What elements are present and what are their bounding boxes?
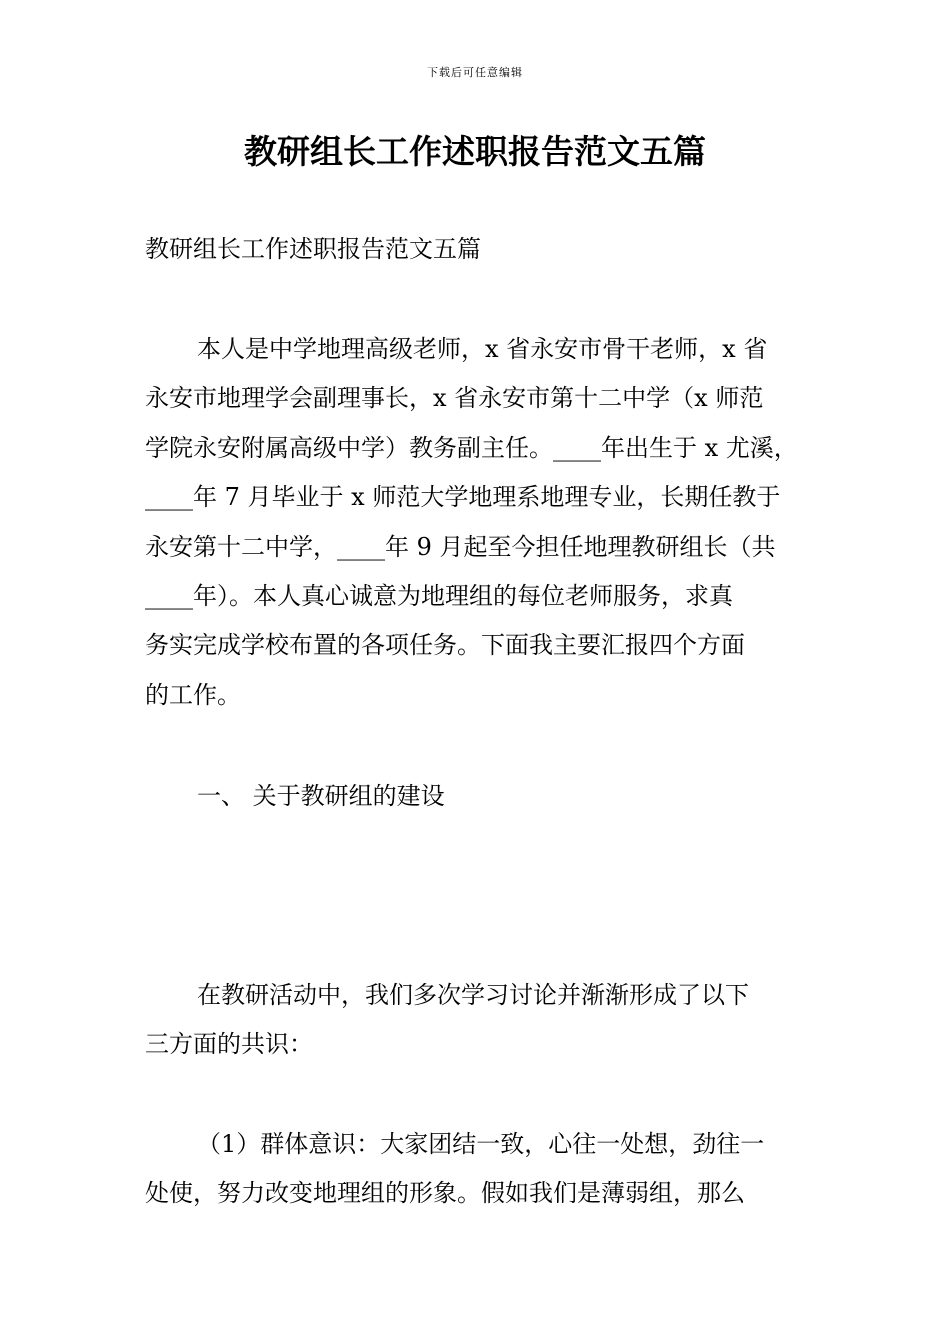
document-subtitle <box>145 225 815 274</box>
intro-line: 永安第十二中学，____年 9 月起至今担任地理教研组长（共 <box>145 532 776 561</box>
consensus-line: 在教研活动中，我们多次学习讨论并渐渐形成了以下 <box>197 981 749 1009</box>
intro-line: 本人是中学地理高级老师，x 省永安市骨干老师，x 省 <box>197 335 768 363</box>
intro-line: 永安市地理学会副理事长，x 省永安市第十二中学（x 师范 <box>145 384 764 413</box>
intro-line: 务实完成学校布置的各项任务。下面我主要汇报四个方面 <box>145 631 745 660</box>
document-title: 教研组长工作述职报告范文五篇 <box>244 132 706 171</box>
section-heading <box>145 772 815 821</box>
intro-paragraph <box>145 325 815 720</box>
section-heading-text: 一、 关于教研组的建设 <box>197 782 445 810</box>
consensus-line: 三方面的共识： <box>145 1030 313 1059</box>
point1-paragraph <box>145 1120 815 1219</box>
intro-line: ____年）。本人真心诚意为地理组的每位老师服务，求真 <box>145 581 733 610</box>
intro-line: 学院永安附属高级中学）教务副主任。____年出生于 x 尤溪， <box>145 433 798 462</box>
point1-line: （1）群体意识：大家团结一致，心往一处想，劲往一 <box>197 1130 765 1158</box>
point1-line: 处使，努力改变地理组的形象。假如我们是薄弱组，那么 <box>145 1179 745 1208</box>
intro-line: ____年 7 月毕业于 x 师范大学地理系地理专业，长期任教于 <box>145 483 781 512</box>
consensus-paragraph <box>145 971 815 1070</box>
header-note: 下载后可任意编辑 <box>427 66 523 79</box>
intro-line: 的工作。 <box>145 680 241 709</box>
subtitle-line: 教研组长工作述职报告范文五篇 <box>145 235 481 263</box>
